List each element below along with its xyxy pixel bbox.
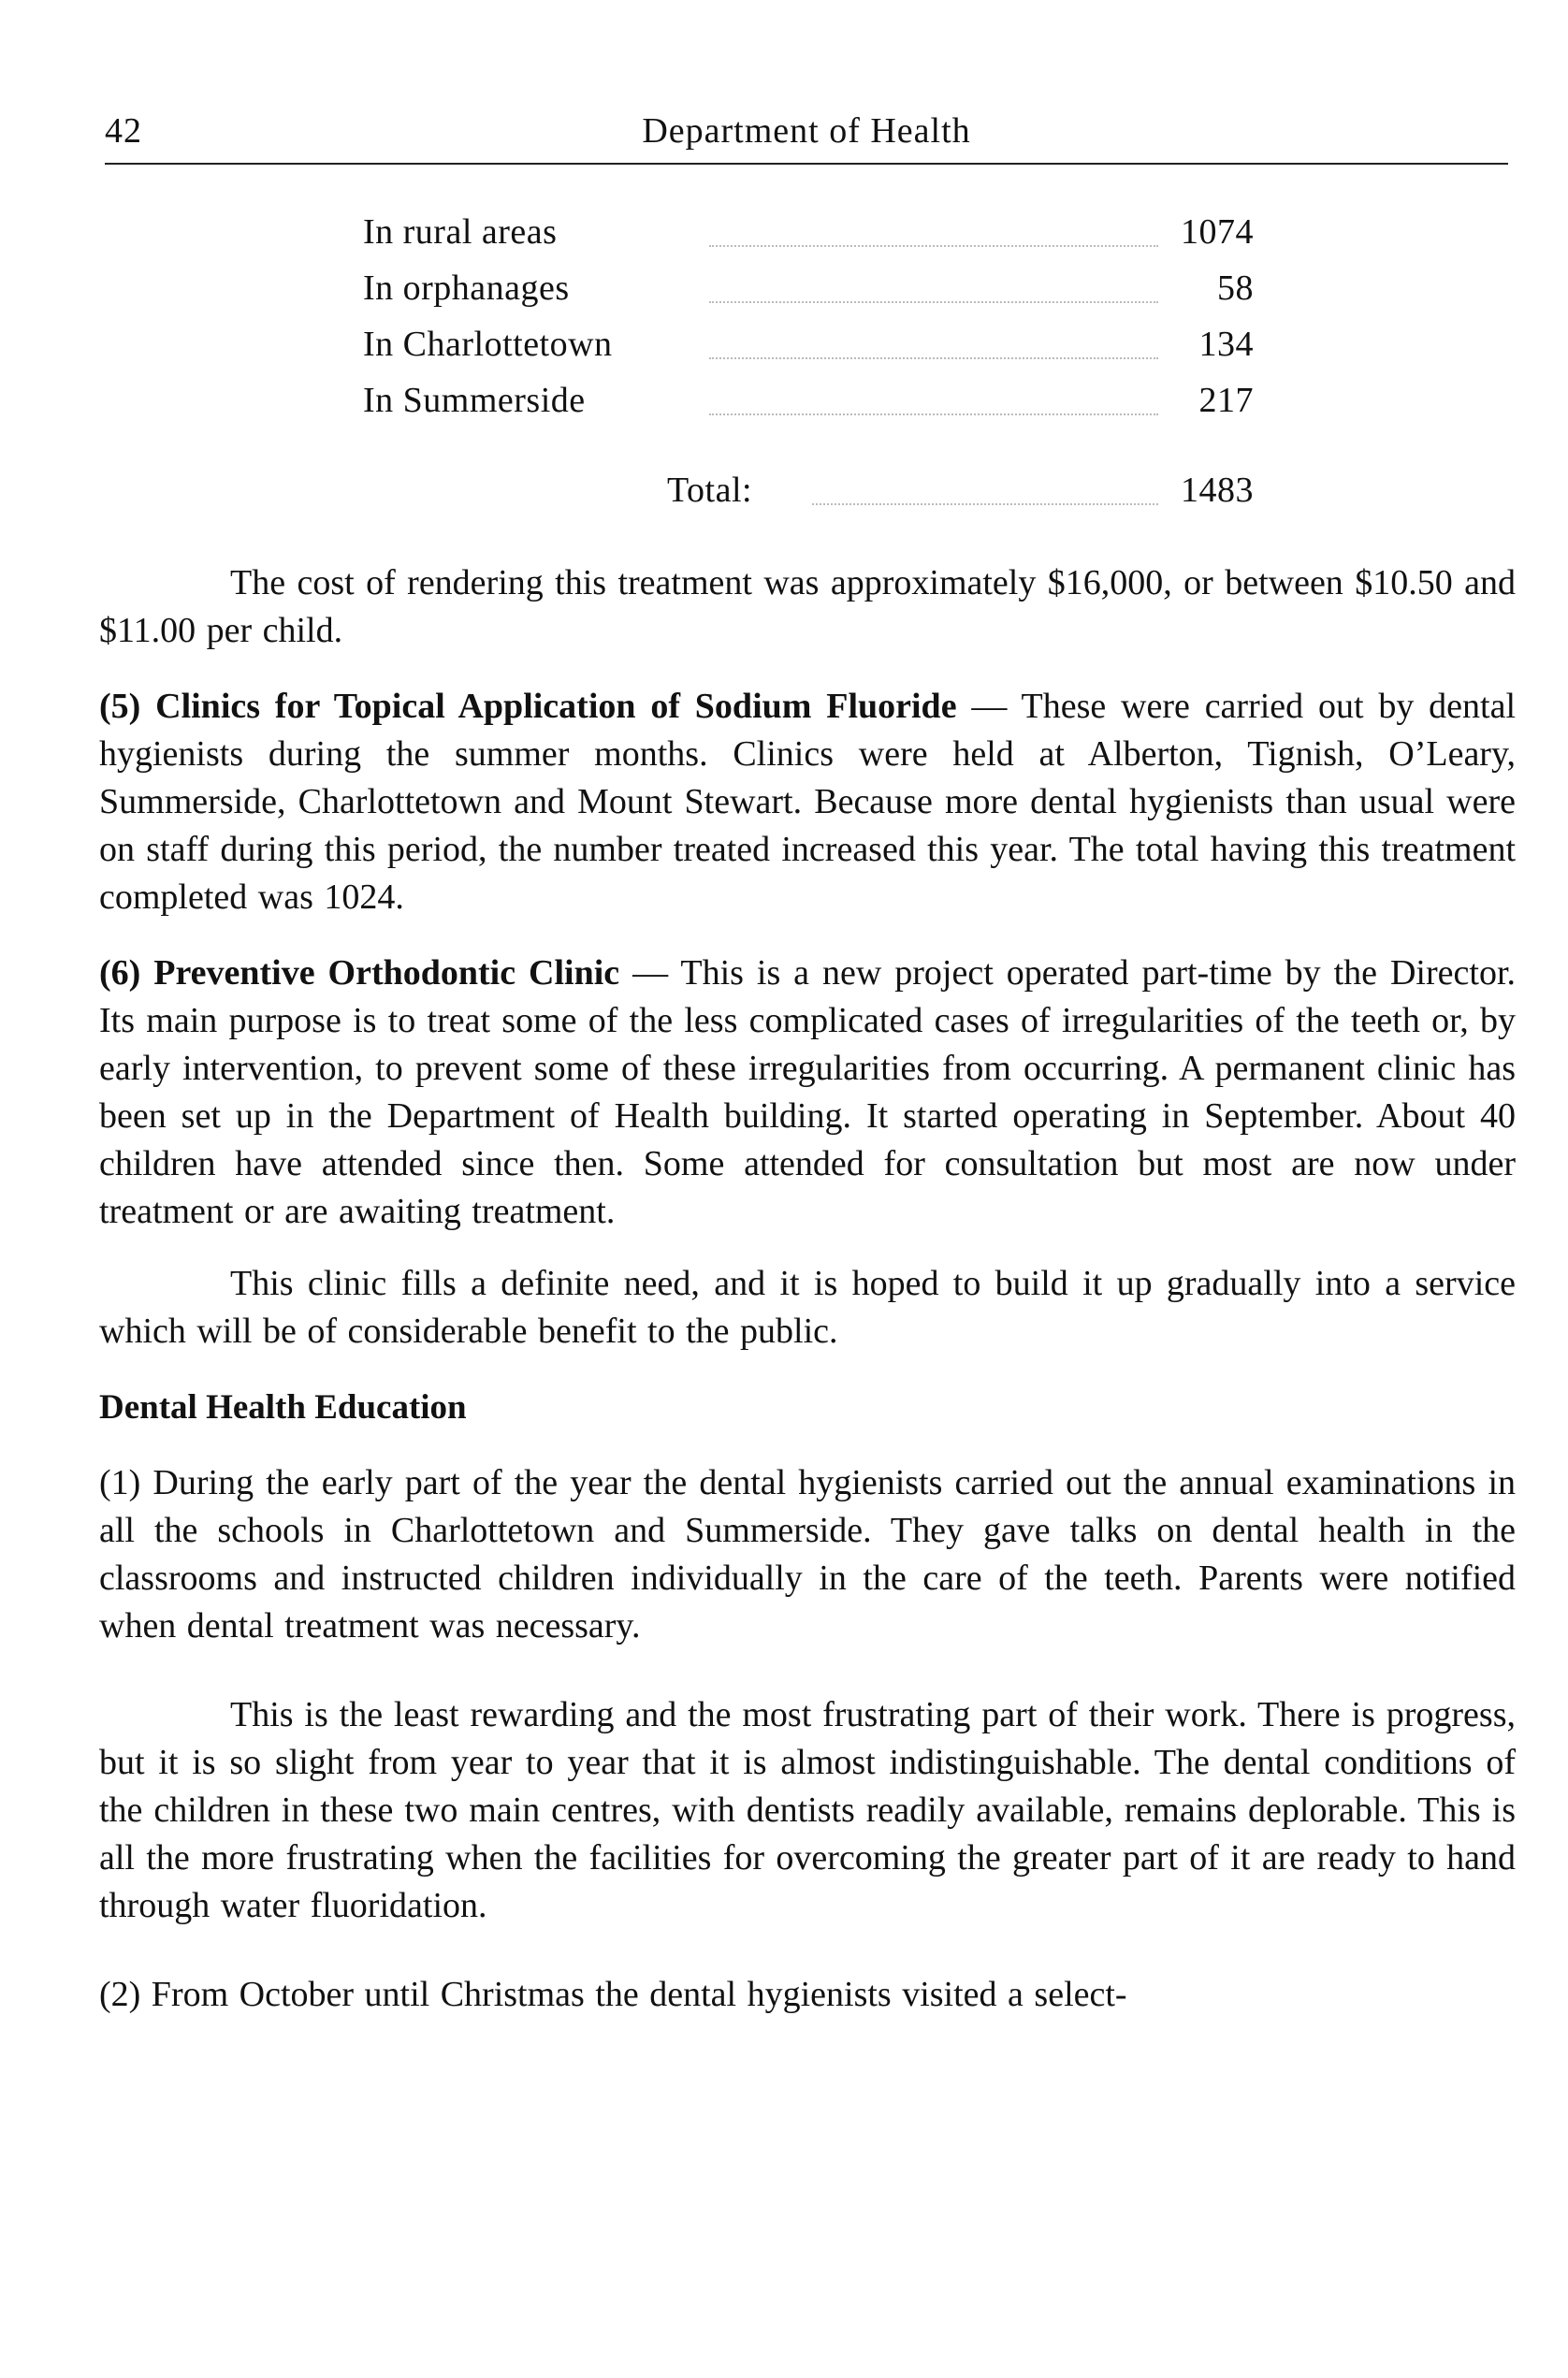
row-label: In Charlottetown xyxy=(363,325,613,364)
list-row xyxy=(363,380,1261,436)
list-row xyxy=(363,324,1261,380)
clinics-heading: (5) Clinics for Topical Application of Sodium Fluoride xyxy=(99,687,957,726)
frustrating-paragraph: This is the least rewarding and the most frustrating part of their work. There is progress, but it is so slight from year to year that it is almost indistinguishable. The dental conditions of the children in these two main centres, with dentists readily available, remains deplorable. This is all the more frustrating when the facilities for overcoming the greater part of it are ready to hand through water fluoridation. xyxy=(99,1695,1516,1925)
total-row xyxy=(363,470,1261,526)
dot-leader xyxy=(709,301,1158,303)
row-label: In orphanages xyxy=(363,268,570,308)
section-heading: Dental Health Education xyxy=(99,1388,467,1427)
row-value: 217 xyxy=(1198,381,1254,420)
examinations-paragraph: (1) During the early part of the year the dental hygienists carried out the annual examinations in all the schools in Charlottetown and Summerside. They gave talks on dental health in the classrooms and instructed children individually in the care of the teeth. Parents were notified when dental treatment was necessary. xyxy=(99,1463,1516,1646)
running-title: Department of Health xyxy=(642,111,971,151)
total-value: 1483 xyxy=(1181,471,1254,510)
october-paragraph: (2) From October until Christmas the dental hygienists visited a select- xyxy=(99,1975,1127,2014)
cost-paragraph: The cost of rendering this treatment was approximately $16,000, or between $10.50 and $11.00 per child. xyxy=(99,563,1516,650)
orthodontic-heading: (6) Preventive Orthodontic Clinic xyxy=(99,953,620,993)
row-label: In rural areas xyxy=(363,212,558,252)
page-number: 42 xyxy=(105,111,142,151)
dot-leader xyxy=(709,413,1158,415)
clinics-text: — These were carried out by dental hygienists during the summer months. Clinics were held at Alberton, Tignish, O’Leary, Summerside, Charlottetown and Mount Stewart. Because more dental hygienists than usual were on staff during this period, the number treated increased this year. The total having this treatment completed was 1024. xyxy=(99,687,1516,917)
clinics-paragraph xyxy=(99,683,1516,921)
dot-leader xyxy=(709,357,1158,359)
treatment-count-list xyxy=(363,211,1261,526)
row-label: In Summerside xyxy=(363,381,586,420)
body-text xyxy=(99,559,1516,2019)
orthodontic-text: — This is a new project operated part-time by the Director. Its main purpose is to treat some of the less complicated cases of irregularities of the teeth or, by early intervention, to prevent some of these irregularities from occurring. A permanent clinic has been set up in the Department of Health building. It started operating in September. About 40 children have attended since then. Some attended for consultation but most are now under treatment or are awaiting treatment. xyxy=(99,953,1516,1231)
total-label: Total: xyxy=(667,471,753,510)
row-value: 1074 xyxy=(1181,212,1254,252)
orthodontic-paragraph xyxy=(99,950,1516,1236)
need-paragraph: This clinic fills a definite need, and it is hoped to build it up gradually into a service which will be of considerable benefit to the public. xyxy=(99,1264,1516,1351)
list-row xyxy=(363,211,1261,268)
list-row xyxy=(363,268,1261,324)
dot-leader xyxy=(812,503,1158,505)
row-value: 134 xyxy=(1198,325,1254,364)
dot-leader xyxy=(709,245,1158,247)
row-value: 58 xyxy=(1217,268,1254,308)
page-header xyxy=(105,110,1508,165)
